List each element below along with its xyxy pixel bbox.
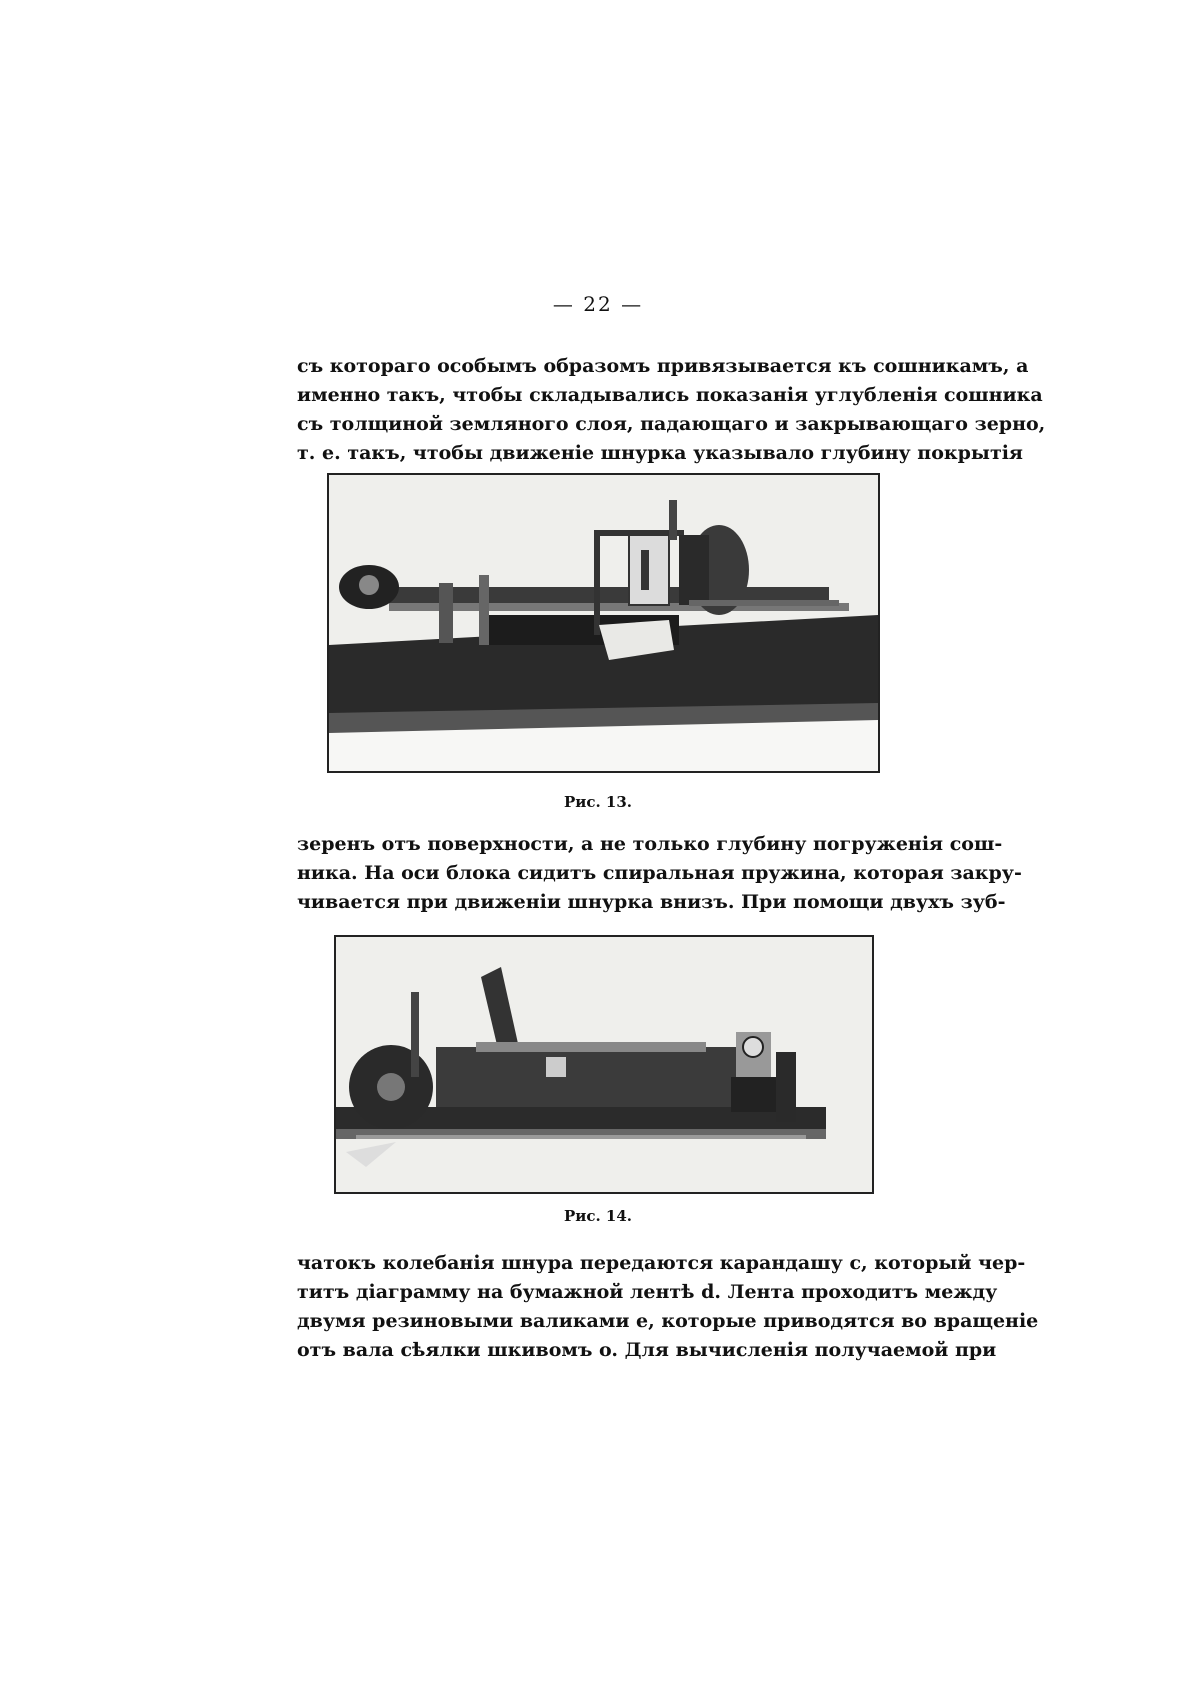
text-line: чатокъ колебанія шнура передаются карандашу c, который чер-	[297, 1252, 1026, 1274]
figure-13-photo	[327, 473, 880, 773]
figure-14-caption: Рис. 14.	[563, 1207, 633, 1225]
paragraph-2	[297, 830, 1022, 917]
figure-13-caption: Рис. 13.	[563, 793, 633, 811]
text-line: именно такъ, чтобы складывались показанія углубленія сошника	[297, 384, 1043, 406]
text-line: двумя резиновыми валиками e, которые приводятся во вращеніе	[297, 1310, 1039, 1332]
text-line: съ котораго особымъ образомъ привязывается къ сошникамъ, а	[297, 355, 1029, 377]
text-line: зеренъ отъ поверхности, а не только глубину погруженія сош-	[297, 833, 1003, 855]
text-line: чивается при движеніи шнурка внизъ. При помощи двухъ зуб-	[297, 891, 1006, 913]
paragraph-1	[297, 352, 1046, 468]
seeder-recorder-photo-14	[336, 937, 872, 1192]
text-line: т. е. такъ, чтобы движеніе шнурка указывало глубину покрытія	[297, 442, 1023, 464]
text-line: титъ діаграмму на бумажной лентѣ d. Лента проходитъ между	[297, 1281, 998, 1303]
text-line: ника. На оси блока сидитъ спиральная пружина, которая закру-	[297, 862, 1022, 884]
seeder-recorder-photo-13	[329, 475, 878, 771]
paragraph-3	[297, 1249, 1039, 1365]
figure-14-photo	[334, 935, 874, 1194]
text-line: отъ вала сѣялки шкивомъ o. Для вычисленія получаемой при	[297, 1339, 997, 1361]
page-number: — 22 —	[552, 292, 644, 316]
text-line: съ толщиной земляного слоя, падающаго и закрывающаго зерно,	[297, 413, 1046, 435]
